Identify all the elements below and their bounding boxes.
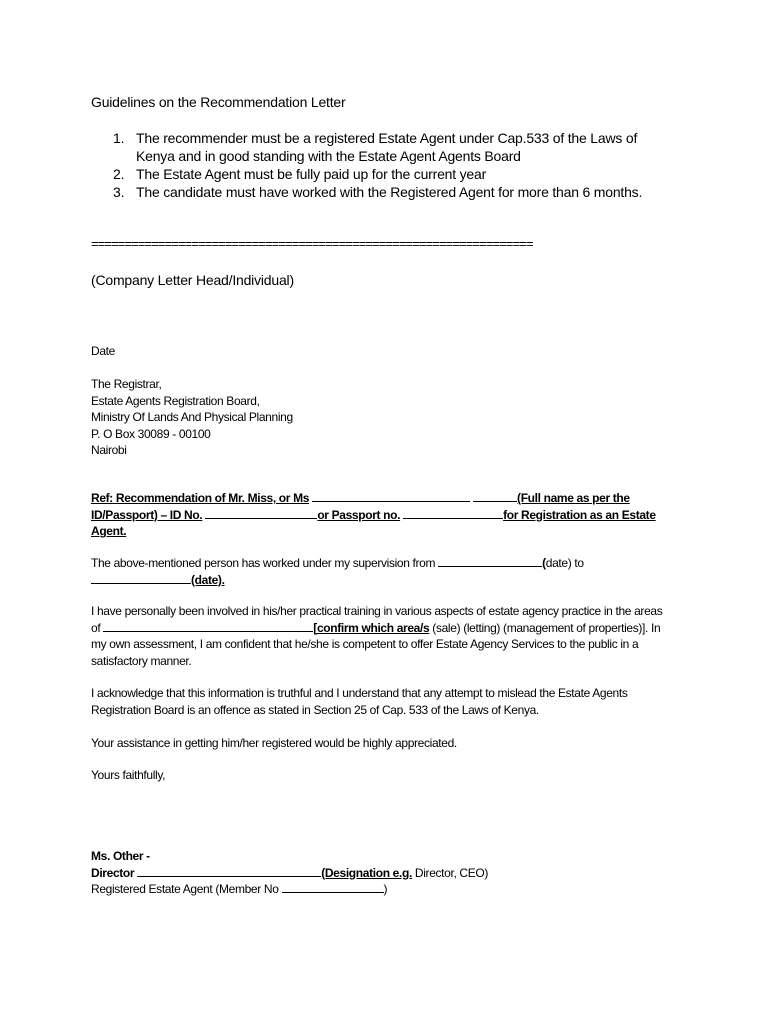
member-close: ) [383, 882, 388, 897]
guideline-text: The Estate Agent must be fully paid up for the current year [136, 166, 487, 182]
training-text-cont: (sale) (letting) (management of properties)]. In my own assessment, I am confident that he/she is competent to offer Estate Agency Services to the public in a satisfactory manner. [91, 620, 661, 668]
guideline-number: 1. [113, 130, 125, 146]
ref-subject: Ref: Recommendation of Mr. Miss, or Ms [91, 491, 310, 505]
guideline-item [113, 165, 673, 183]
ref-registration-label: for Registration as an Estate [503, 507, 656, 522]
start-date-blank[interactable] [438, 555, 542, 567]
designation-examples: Director, CEO) [411, 865, 489, 880]
acknowledgement-paragraph: I acknowledge that this information is truthful and I understand that any attempt to mislead the Estate Agents Registration Board is an offence as stated in Section 25 of Cap. 533 of the Laws of Kenya. [91, 686, 628, 717]
end-date-blank[interactable] [91, 572, 191, 584]
separator-line: ================================================================== [91, 236, 533, 251]
assistance-paragraph: Your assistance in getting him/her registered would be highly appreciated. [91, 736, 457, 750]
letterhead-placeholder: (Company Letter Head/Individual) [91, 272, 294, 288]
guideline-number: 3. [113, 184, 125, 200]
designation-blank[interactable] [137, 865, 321, 877]
date-label: Date [91, 344, 115, 358]
start-date-label: date) to [545, 556, 584, 570]
id-number-blank[interactable] [205, 507, 317, 519]
member-number-blank[interactable] [282, 881, 384, 893]
ref-passport-label: or Passport no. [317, 507, 401, 522]
areas-label: [confirm which area/s [313, 620, 430, 635]
recipient-address [91, 376, 671, 459]
start-date-paren: ( [542, 556, 546, 570]
guideline-text: The candidate must have worked with the Registered Agent for more than 6 months. [136, 184, 643, 200]
address-line: Ministry Of Lands And Physical Planning [91, 410, 293, 425]
training-paragraph [91, 603, 671, 669]
ref-fullname-label: (Full name as per the [517, 491, 630, 505]
training-text: I have personally been involved in his/her practical training in various aspects of estate agency practice in the areas of [91, 604, 663, 635]
guideline-item [113, 129, 673, 165]
supervision-text: The above-mentioned person has worked under my supervision from [91, 556, 436, 570]
address-line: Estate Agents Registration Board, [91, 393, 260, 408]
address-line: P. O Box 30089 - 00100 [91, 426, 211, 441]
guidelines-title: Guidelines on the Recommendation Letter [91, 94, 346, 110]
supervision-paragraph [91, 555, 671, 588]
guidelines-list [113, 129, 673, 201]
areas-blank[interactable] [103, 620, 313, 632]
address-line: Nairobi [91, 443, 127, 458]
full-name-blank[interactable] [312, 490, 470, 502]
guideline-number: 2. [113, 166, 125, 182]
passport-number-blank[interactable] [403, 507, 503, 519]
ref-agent-label: Agent. [91, 524, 127, 539]
signature-block [91, 848, 671, 898]
full-name-blank-2[interactable] [473, 490, 517, 502]
reference-line [91, 490, 671, 540]
ref-id-label: ID/Passport) – ID No. [91, 507, 203, 522]
closing-salutation: Yours faithfully, [91, 768, 166, 782]
member-label: Registered Estate Agent (Member No [91, 882, 279, 897]
signatory-name: Ms. Other - [91, 849, 150, 863]
address-line: The Registrar, [91, 377, 162, 391]
guideline-item [113, 183, 673, 201]
end-date-label: (date). [191, 572, 225, 587]
guideline-text: The recommender must be a registered Estate Agent under Cap.533 of the Laws of Kenya and in good standing with the Estate Agent Agents Board [136, 130, 638, 164]
signatory-title: Director [91, 865, 135, 880]
designation-label: (Designation e.g. [321, 865, 412, 880]
